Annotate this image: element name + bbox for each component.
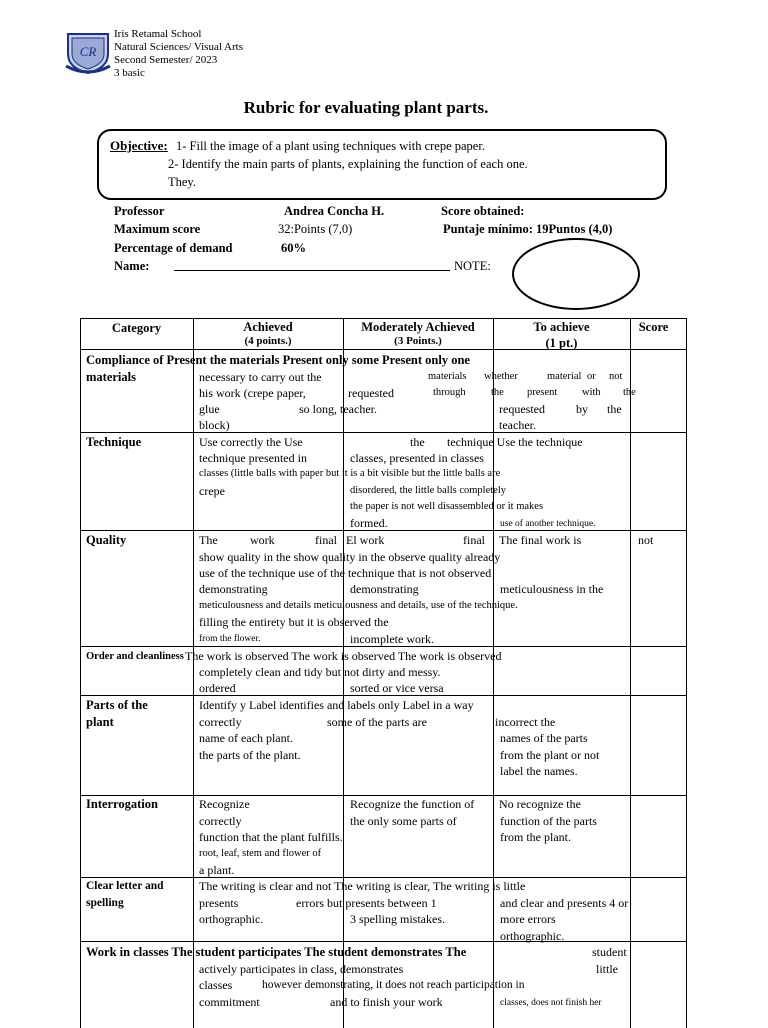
row8-text: classes <box>199 978 233 992</box>
row1-text: or <box>587 371 596 382</box>
row3-text: not <box>638 533 654 547</box>
rubric-table <box>80 318 687 1028</box>
row3-text: from the flower. <box>199 634 261 644</box>
row4-text: ordered <box>199 681 236 695</box>
header-score: Score <box>638 320 669 334</box>
max-score-value: 32:Points (7,0) <box>278 222 353 236</box>
row6-text: correctly <box>199 814 242 828</box>
row1-text: with <box>582 387 601 398</box>
row8-text: however demonstrating, it does not reach participation in <box>262 979 525 991</box>
row6-text: Recognize <box>199 797 250 811</box>
row1-text: teacher. <box>499 418 536 432</box>
category-interrogation: Interrogation <box>86 797 158 811</box>
row-divider <box>80 432 687 433</box>
row3-text: use of the technique use of the technique that is not observed <box>199 566 492 580</box>
row5-text: incorrect the <box>495 715 556 729</box>
row7-text: The writing is clear and not The writing is clear, The writing is little <box>199 879 526 893</box>
row-divider <box>80 941 687 942</box>
row3-text: demonstrating <box>199 582 268 596</box>
row3-text: final <box>315 533 337 547</box>
row3-text: final <box>463 533 485 547</box>
row5-text: the parts of the plant. <box>199 748 301 762</box>
category-quality: Quality <box>86 533 127 547</box>
row3-text: meticulousness in the <box>500 582 604 596</box>
header-achieved-points: (4 points.) <box>244 335 292 347</box>
row4-text: completely clean and tidy but not dirty and messy. <box>199 665 441 679</box>
col-divider <box>630 318 631 1028</box>
row1-text: whether <box>484 371 518 382</box>
header-moderate-points: (3 Points.) <box>394 335 442 347</box>
grade-line: 3 basic <box>114 67 145 79</box>
row2-text: Use correctly the Use <box>199 435 303 449</box>
col-divider <box>493 318 494 1028</box>
row7-text: presents <box>199 896 239 910</box>
category-spelling: spelling <box>86 897 124 909</box>
objective-line-2: 2- Identify the main parts of plants, explaining the function of each one. <box>168 157 528 171</box>
row2-text: the <box>410 435 425 449</box>
row1-text: requested <box>499 402 545 416</box>
header-moderately-achieved: Moderately Achieved <box>361 320 475 334</box>
category-clear-letter: Clear letter and <box>86 880 164 892</box>
objective-label: Objective: <box>110 138 168 153</box>
row6-text: Recognize the function of <box>350 797 475 811</box>
row1-text: materials <box>428 371 467 382</box>
row7-text: orthographic. <box>199 912 264 926</box>
subjects-line: Natural Sciences/ Visual Arts <box>114 41 243 53</box>
row6-text: from the plant. <box>500 830 571 844</box>
row6-text: the only some parts of <box>350 814 457 828</box>
row7-text: 3 spelling mistakes. <box>350 912 445 926</box>
semester-line: Second Semester/ 2023 <box>114 54 218 66</box>
name-label: Name: <box>114 259 150 273</box>
row5-text: correctly <box>199 715 242 729</box>
row4-text: sorted or vice versa <box>350 681 444 695</box>
row6-text: root, leaf, stem and flower of <box>199 848 322 859</box>
row1-text: not <box>609 371 623 382</box>
header-to-achieve: To achieve <box>533 320 590 334</box>
row3-text: The final work is <box>499 533 582 547</box>
row1-text: the <box>607 402 622 416</box>
demand-label: Percentage of demand <box>114 241 233 255</box>
row5-text: name of each plant. <box>199 731 293 745</box>
objective-line-1: 1- Fill the image of a plant using techniques with crepe paper. <box>176 139 485 153</box>
row8-top-line: Work in classes The student participates The student demonstrates The <box>86 945 467 959</box>
table-border-left <box>80 318 81 1028</box>
row1-text: present <box>527 387 558 398</box>
header-to-achieve-points: (1 pt.) <box>545 336 578 350</box>
row2-text: the paper is not well disassembled or it makes <box>350 501 544 512</box>
row2-text: use of another technique. <box>500 519 596 529</box>
row1-text: so long, teacher. <box>299 402 377 416</box>
professor-value: Andrea Concha H. <box>284 204 385 218</box>
note-label: NOTE: <box>454 259 491 273</box>
min-score-label: Puntaje mínimo: 19Puntos (4,0) <box>443 222 613 236</box>
row1-text: through <box>433 387 466 398</box>
row6-text: No recognize the <box>499 797 581 811</box>
row5-text: names of the parts <box>500 731 588 745</box>
row1-text: necessary to carry out the <box>199 370 322 384</box>
row5-text: label the names. <box>500 764 578 778</box>
row3-text: El work <box>346 533 385 547</box>
school-name: Iris Retamal School <box>114 28 202 40</box>
row3-text: work <box>250 533 275 547</box>
header-achieved: Achieved <box>243 320 293 334</box>
row7-text: and clear and presents 4 or <box>500 896 629 910</box>
row3-text: incomplete work. <box>350 632 434 646</box>
score-obtained-label: Score obtained: <box>441 204 525 218</box>
row4-text: The work is observed The work is observed The work is observed <box>185 649 502 663</box>
row8-text: commitment <box>199 995 260 1009</box>
row7-text: more errors <box>500 912 556 926</box>
row5-text: some of the parts are <box>327 715 427 729</box>
row1-top-line: Compliance of Present the materials Present only some Present only one <box>86 353 470 367</box>
row8-text: student <box>592 945 627 959</box>
category-technique: Technique <box>86 435 142 449</box>
row2-text: classes (little balls with paper but it is a bit visible but the little balls are <box>199 468 501 479</box>
row1-text: glue <box>199 402 220 416</box>
note-oval <box>512 238 640 310</box>
svg-text:CR: CR <box>79 44 97 59</box>
row8-text: and to finish your work <box>330 995 443 1009</box>
row2-text: formed. <box>350 516 388 530</box>
category-parts-line2: plant <box>86 715 114 729</box>
row3-text: filling the entirety but it is observed the <box>199 615 389 629</box>
row7-text: orthographic. <box>500 929 565 943</box>
col-divider <box>193 318 194 1028</box>
row3-text: meticulousness and details meticulousness and details, use of the technique. <box>199 600 518 611</box>
row1-text: his work (crepe paper, <box>199 386 306 400</box>
row2-text: technique presented in <box>199 451 307 465</box>
max-score-label: Maximum score <box>114 222 201 236</box>
row2-text: technique Use the technique <box>447 435 583 449</box>
school-logo <box>64 28 112 74</box>
header-category: Category <box>111 321 162 335</box>
row1-text: the <box>623 387 636 398</box>
category-order-cleanliness: Order and cleanliness <box>86 651 184 662</box>
row3-text: The <box>199 533 218 547</box>
row5-text: from the plant or not <box>500 748 600 762</box>
row8-text: actively participates in class, demonstrates <box>199 962 404 976</box>
row2-text: crepe <box>199 484 225 498</box>
demand-value: 60% <box>281 241 306 255</box>
category-parts-line1: Parts of the <box>86 698 148 712</box>
row1-text: block) <box>199 418 230 432</box>
table-border-right <box>686 318 687 1028</box>
row2-text: disordered, the little balls completely <box>350 485 506 496</box>
page-title: Rubric for evaluating plant parts. <box>243 98 489 117</box>
row6-text: function that the plant fulfills. <box>199 830 343 844</box>
category-materials: materials <box>86 370 136 384</box>
row8-text: little <box>596 962 618 976</box>
row8-text: classes, does not finish her <box>500 998 602 1008</box>
professor-label: Professor <box>114 204 165 218</box>
row1-text: requested <box>348 386 394 400</box>
name-field-line[interactable] <box>174 270 450 271</box>
row3-text: show quality in the show quality in the observe quality already <box>199 550 501 564</box>
row5-text: Identify y Label identifies and labels only Label in a way <box>199 698 474 712</box>
row6-text: a plant. <box>199 863 235 877</box>
row1-text: by <box>576 402 588 416</box>
row6-text: function of the parts <box>500 814 597 828</box>
row1-text: material <box>547 371 582 382</box>
row3-text: demonstrating <box>350 582 419 596</box>
row7-text: errors but presents between 1 <box>296 896 437 910</box>
objective-line-3: They. <box>168 175 196 189</box>
row2-text: classes, presented in classes <box>350 451 484 465</box>
row1-text: the <box>491 387 504 398</box>
